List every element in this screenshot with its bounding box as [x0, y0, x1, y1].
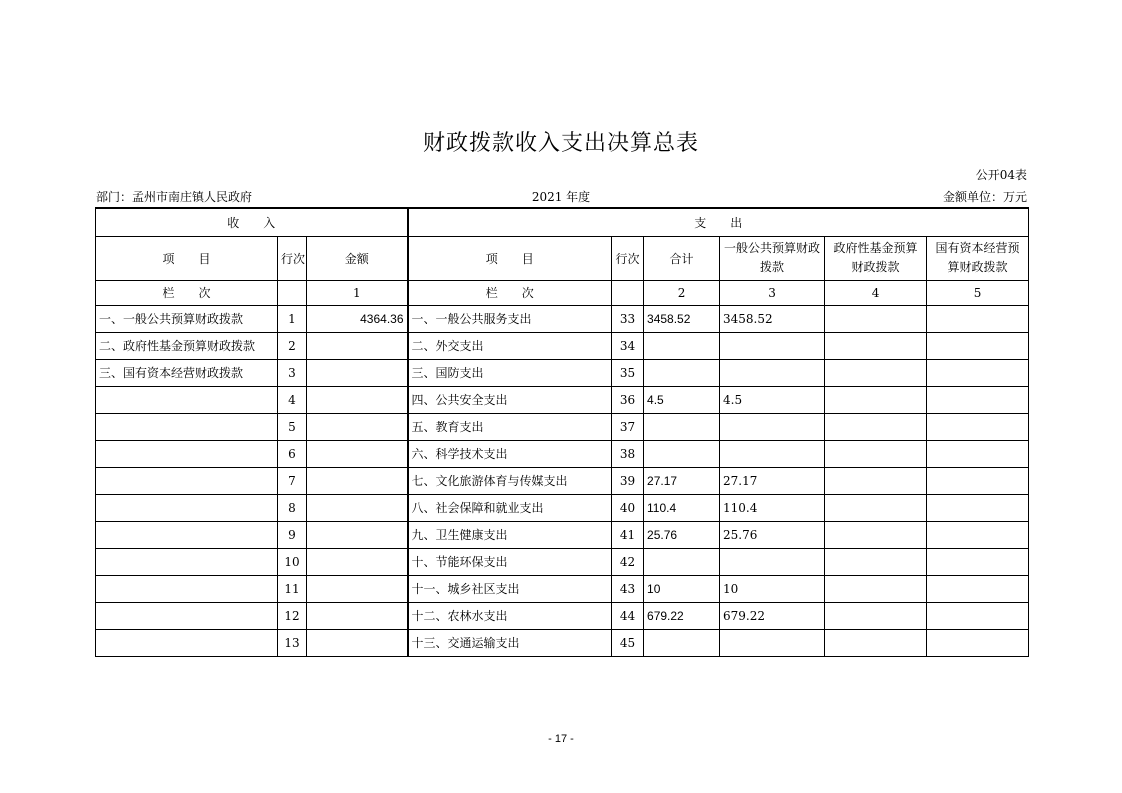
gov-fund-cell [825, 440, 927, 467]
income-amount-cell [307, 602, 408, 629]
form-number: 公开04表 [975, 168, 1027, 182]
gov-fund-cell [825, 386, 927, 413]
income-item-cell [96, 629, 278, 656]
expense-row-no-cell: 33 [612, 305, 644, 332]
income-row-no-cell: 2 [278, 332, 307, 359]
income-column-blank [278, 280, 307, 305]
income-item-cell [96, 521, 278, 548]
gov-fund-cell [825, 413, 927, 440]
gov-fund-cell [825, 359, 927, 386]
expense-row-no-cell: 41 [612, 521, 644, 548]
general-budget-cell: 4.5 [720, 386, 825, 413]
gov-fund-cell [825, 521, 927, 548]
expense-row-no-header: 行次 [612, 236, 644, 280]
income-column-1: 1 [307, 280, 408, 305]
income-row-no-cell: 3 [278, 359, 307, 386]
income-item-cell [96, 386, 278, 413]
total-header: 合计 [644, 236, 720, 280]
expense-row-no-cell: 34 [612, 332, 644, 359]
state-capital-cell [927, 386, 1029, 413]
income-amount-cell [307, 413, 408, 440]
gov-fund-cell [825, 629, 927, 656]
income-amount-cell [307, 575, 408, 602]
state-capital-header: 国有资本经营预算财政拨款 [927, 236, 1029, 280]
expense-row-no-cell: 42 [612, 548, 644, 575]
expense-item-cell: 七、文化旅游体育与传媒支出 [408, 467, 612, 494]
income-row-no-cell: 7 [278, 467, 307, 494]
total-cell: 10 [644, 575, 720, 602]
total-cell [644, 413, 720, 440]
expense-item-cell: 三、国防支出 [408, 359, 612, 386]
amount-unit-label: 金额单位：万元 [942, 190, 1027, 204]
department-label: 部门：孟州市南庄镇人民政府 [96, 190, 253, 204]
income-column-label: 栏 次 [96, 280, 278, 305]
table-row [96, 494, 1029, 521]
expense-item-cell: 四、公共安全支出 [408, 386, 612, 413]
expense-row-no-cell: 37 [612, 413, 644, 440]
expense-item-cell: 八、社会保障和就业支出 [408, 494, 612, 521]
income-row-no-cell: 11 [278, 575, 307, 602]
table-row [96, 548, 1029, 575]
column-4: 4 [825, 280, 927, 305]
table-row [96, 521, 1029, 548]
general-budget-cell [720, 548, 825, 575]
total-cell [644, 440, 720, 467]
income-item-cell: 二、政府性基金预算财政拨款 [96, 332, 278, 359]
column-5: 5 [927, 280, 1029, 305]
income-row-no-cell: 10 [278, 548, 307, 575]
income-item-cell: 三、国有资本经营财政拨款 [96, 359, 278, 386]
state-capital-cell [927, 629, 1029, 656]
income-amount-cell [307, 521, 408, 548]
state-capital-cell [927, 305, 1029, 332]
state-capital-cell [927, 494, 1029, 521]
gov-fund-cell [825, 548, 927, 575]
general-budget-cell: 110.4 [720, 494, 825, 521]
general-budget-cell: 679.22 [720, 602, 825, 629]
income-row-no-cell: 5 [278, 413, 307, 440]
income-amount-cell [307, 332, 408, 359]
income-amount-cell [307, 359, 408, 386]
expense-row-no-cell: 36 [612, 386, 644, 413]
expense-row-no-cell: 39 [612, 467, 644, 494]
income-item-cell [96, 548, 278, 575]
budget-summary-table [95, 207, 1029, 657]
general-budget-cell [720, 332, 825, 359]
expense-item-cell: 十二、农林水支出 [408, 602, 612, 629]
table-row [96, 575, 1029, 602]
general-budget-cell: 3458.52 [720, 305, 825, 332]
income-item-cell [96, 467, 278, 494]
expense-item-cell: 九、卫生健康支出 [408, 521, 612, 548]
state-capital-cell [927, 332, 1029, 359]
state-capital-cell [927, 359, 1029, 386]
income-amount-cell [307, 386, 408, 413]
expense-column-blank [612, 280, 644, 305]
income-amount-cell [307, 440, 408, 467]
table-row [96, 602, 1029, 629]
total-cell [644, 359, 720, 386]
income-item-cell [96, 413, 278, 440]
state-capital-cell [927, 440, 1029, 467]
income-item-cell [96, 575, 278, 602]
income-amount-cell [307, 467, 408, 494]
income-amount-cell: 4364.36 [307, 305, 408, 332]
expense-row-no-cell: 45 [612, 629, 644, 656]
expense-item-cell: 一、一般公共服务支出 [408, 305, 612, 332]
state-capital-cell [927, 602, 1029, 629]
column-2: 2 [644, 280, 720, 305]
expense-section-header: 支 出 [408, 208, 1029, 236]
general-budget-cell [720, 440, 825, 467]
income-item-cell [96, 440, 278, 467]
gov-fund-cell [825, 332, 927, 359]
expense-row-no-cell: 38 [612, 440, 644, 467]
total-cell [644, 548, 720, 575]
expense-row-no-cell: 40 [612, 494, 644, 521]
state-capital-cell [927, 548, 1029, 575]
total-cell: 3458.52 [644, 305, 720, 332]
total-cell: 110.4 [644, 494, 720, 521]
expense-item-cell: 十、节能环保支出 [408, 548, 612, 575]
table-row [96, 413, 1029, 440]
total-cell [644, 629, 720, 656]
gov-fund-header: 政府性基金预算财政拨款 [825, 236, 927, 280]
income-row-no-header: 行次 [278, 236, 307, 280]
general-budget-cell: 25.76 [720, 521, 825, 548]
income-row-no-cell: 8 [278, 494, 307, 521]
expense-item-cell: 十一、城乡社区支出 [408, 575, 612, 602]
income-row-no-cell: 13 [278, 629, 307, 656]
table-row [96, 359, 1029, 386]
income-amount-cell [307, 494, 408, 521]
general-budget-header: 一般公共预算财政拨款 [720, 236, 825, 280]
general-budget-cell [720, 359, 825, 386]
general-budget-cell [720, 629, 825, 656]
gov-fund-cell [825, 494, 927, 521]
total-cell: 4.5 [644, 386, 720, 413]
total-cell: 25.76 [644, 521, 720, 548]
expense-item-cell: 十三、交通运输支出 [408, 629, 612, 656]
table-row [96, 332, 1029, 359]
expense-column-label: 栏 次 [408, 280, 612, 305]
income-item-header: 项 目 [96, 236, 278, 280]
gov-fund-cell [825, 305, 927, 332]
income-row-no-cell: 6 [278, 440, 307, 467]
expense-item-cell: 二、外交支出 [408, 332, 612, 359]
table-row [96, 305, 1029, 332]
state-capital-cell [927, 521, 1029, 548]
income-row-no-cell: 12 [278, 602, 307, 629]
state-capital-cell [927, 413, 1029, 440]
income-row-no-cell: 4 [278, 386, 307, 413]
general-budget-cell: 27.17 [720, 467, 825, 494]
income-amount-header: 金额 [307, 236, 408, 280]
expense-row-no-cell: 43 [612, 575, 644, 602]
expense-row-no-cell: 44 [612, 602, 644, 629]
table-row [96, 629, 1029, 656]
expense-item-header: 项 目 [408, 236, 612, 280]
table-row [96, 386, 1029, 413]
income-row-no-cell: 9 [278, 521, 307, 548]
total-cell [644, 332, 720, 359]
gov-fund-cell [825, 575, 927, 602]
gov-fund-cell [825, 602, 927, 629]
table-row [96, 467, 1029, 494]
state-capital-cell [927, 575, 1029, 602]
total-cell: 27.17 [644, 467, 720, 494]
income-section-header: 收 入 [96, 208, 408, 236]
table-row [96, 440, 1029, 467]
total-cell: 679.22 [644, 602, 720, 629]
gov-fund-cell [825, 467, 927, 494]
expense-item-cell: 五、教育支出 [408, 413, 612, 440]
income-item-cell: 一、一般公共预算财政拨款 [96, 305, 278, 332]
income-item-cell [96, 494, 278, 521]
income-amount-cell [307, 629, 408, 656]
fiscal-year-label: 2021 年度 [531, 190, 591, 204]
income-amount-cell [307, 548, 408, 575]
page-title: 财政拨款收入支出决算总表 [422, 131, 699, 156]
expense-item-cell: 六、科学技术支出 [408, 440, 612, 467]
column-3: 3 [720, 280, 825, 305]
state-capital-cell [927, 467, 1029, 494]
income-row-no-cell: 1 [278, 305, 307, 332]
page-number: - 17 - [548, 733, 574, 745]
general-budget-cell [720, 413, 825, 440]
income-item-cell [96, 602, 278, 629]
expense-row-no-cell: 35 [612, 359, 644, 386]
general-budget-cell: 10 [720, 575, 825, 602]
